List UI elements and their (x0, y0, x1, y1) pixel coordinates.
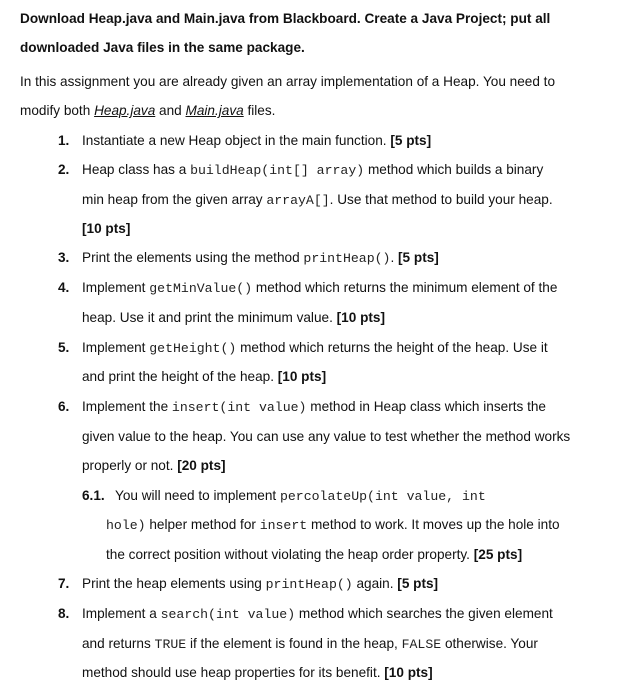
item-number: 2. (58, 162, 70, 177)
item-text-line-2: hole) helper method for insert method to work. It moves up the hole into (106, 517, 560, 533)
item-text-line-1: Implement the insert(int value) method in Heap class which inserts the (82, 399, 546, 415)
item-text-line-1: Implement a search(int value) method which searches the given element (82, 606, 553, 622)
heap-java-link[interactable]: Heap.java (94, 103, 156, 118)
item-text-line-1: You will need to implement percolateUp(int value, int (115, 488, 486, 504)
item-text-line-1: Heap class has a buildHeap(int[] array) method which builds a binary (82, 162, 544, 178)
item-text-line-2: given value to the heap. You can use any value to test whether the method works (82, 429, 571, 444)
item-text-line-1: Implement getMinValue() method which returns the minimum element of the (82, 280, 558, 296)
item-text: Print the heap elements using printHeap() again. [5 pts] (82, 576, 439, 592)
item-number: 4. (58, 280, 70, 295)
item-number: 8. (58, 606, 70, 621)
item-number: 3. (58, 250, 70, 265)
item-text-line-2: heap. Use it and print the minimum value. [10 pts] (82, 310, 385, 325)
main-java-link[interactable]: Main.java (185, 103, 244, 118)
intro-line-2 (20, 101, 275, 121)
item-number: 6. (58, 399, 70, 414)
intro-line-1: In this assignment you are already given an array implementation of a Heap. You need to (20, 74, 556, 89)
item-number: 1. (58, 133, 70, 148)
item-text-line-2: min heap from the given array arrayA[]. Use that method to build your heap. (82, 192, 553, 208)
item-number: 6.1. (82, 488, 105, 503)
item-text-line-3: the correct position without violating the heap order property. [25 pts] (106, 547, 523, 562)
header-line-2: downloaded Java files in the same package. (20, 40, 305, 55)
header-line-1: Download Heap.java and Main.java from Blackboard. Create a Java Project; put all (20, 11, 551, 26)
item-number: 5. (58, 340, 70, 355)
intro-text-pre: modify both (20, 103, 95, 118)
item-text-line-1: Implement getHeight() method which returns the height of the heap. Use it (82, 340, 548, 356)
item-text: Print the elements using the method printHeap(). [5 pts] (82, 250, 439, 266)
intro-and: and (155, 103, 186, 118)
item-text-line-2: and returns TRUE if the element is found in the heap, FALSE otherwise. Your (82, 636, 538, 652)
item-text: Instantiate a new Heap object in the main function. [5 pts] (82, 133, 432, 148)
item-text-line-3: properly or not. [20 pts] (82, 458, 226, 473)
item-text-line-2: and print the height of the heap. [10 pts] (82, 369, 327, 384)
item-number: 7. (58, 576, 70, 591)
intro-text-post: files. (243, 103, 276, 118)
item-text-line-3: method should use heap properties for its benefit. [10 pts] (82, 665, 433, 680)
item-points: [10 pts] (82, 221, 131, 236)
